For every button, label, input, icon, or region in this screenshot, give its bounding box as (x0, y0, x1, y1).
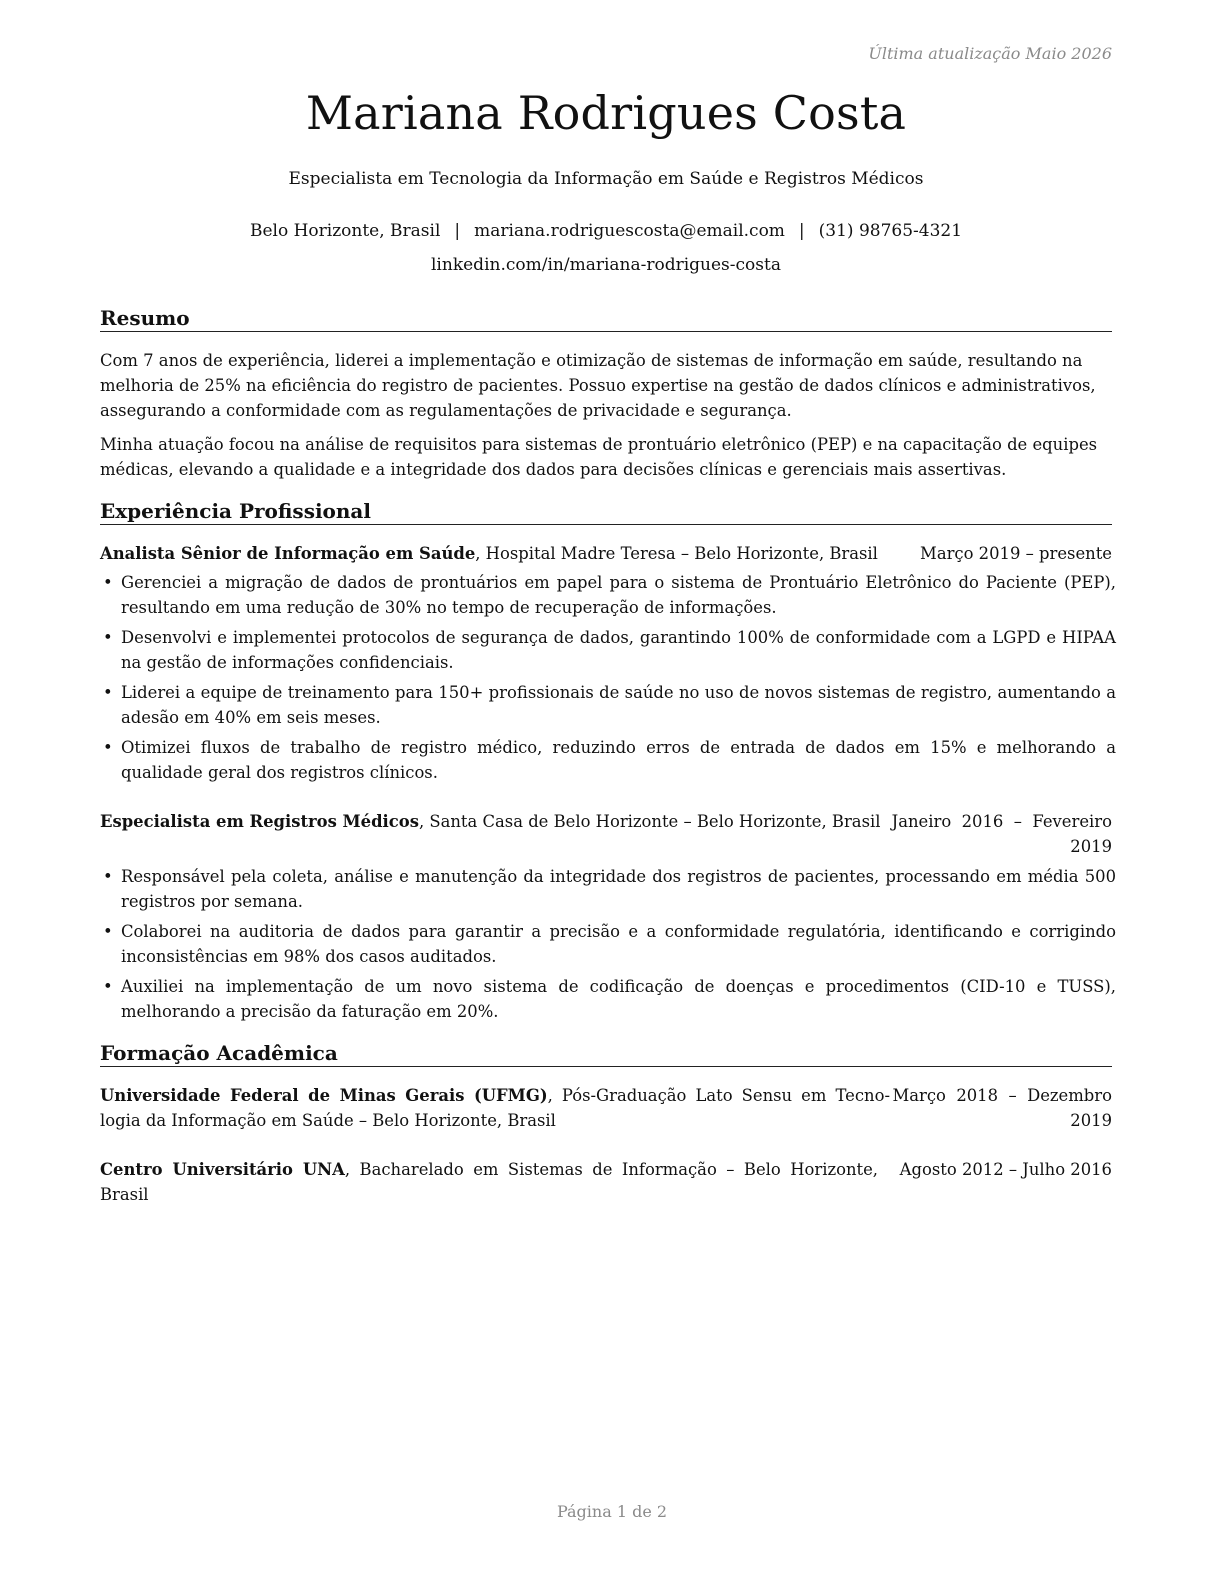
bullet-icon: • (103, 977, 113, 996)
degree: , Bacharelado em Sistemas de Informação – Belo Horizonte, (344, 1160, 878, 1179)
linkedin-link[interactable]: linkedin.com/in/mariana-rodrigues-costa (431, 255, 781, 275)
candidate-name: Mariana Rodrigues Costa (305, 86, 907, 140)
summary-paragraph: Minha atuação focou na análise de requisitos para sistemas de prontuário eletrônico (PEP) e na capacitação de equipes médicas, elevando a qualidade e a integridade dos dados para decisões clínicas e gerenciais mais assertivas. (100, 435, 1098, 479)
list-item (100, 919, 1116, 969)
job-dates: Março 2019 – presente (920, 544, 1112, 563)
education-item (100, 1083, 1112, 1133)
school-name: Centro Universitário UNA (100, 1160, 345, 1179)
list-item (100, 974, 1116, 1024)
bullet-text: Gerenciei a migração de dados de prontuários em papel para o sistema de Prontuário Eletrônico do Paciente (PEP), resultando em uma redução de 30% no tempo de recuperação de informações. (121, 573, 1116, 617)
bullet-text: Desenvolvi e implementei protocolos de segurança de dados, garantindo 100% de conformidade com a LGPD e HIPAA na gestão de informações confidenciais. (121, 628, 1116, 672)
education-line (100, 1157, 878, 1182)
contact-line (100, 221, 1112, 241)
job-org: , Santa Casa de Belo Horizonte – Belo Horizonte, Brasil (418, 812, 881, 831)
job-header (100, 541, 1112, 566)
education-dates-year: 2019 (1070, 1111, 1112, 1130)
bullet-icon: • (103, 867, 113, 886)
job-dates-year: 2019 (1070, 837, 1112, 856)
job-dates-continued (100, 834, 1112, 859)
separator: | (798, 221, 805, 241)
education-dates: Agosto 2012 – Julho 2016 (899, 1160, 1112, 1179)
list-item (100, 570, 1116, 620)
email-link[interactable]: mariana.rodriguescosta@email.com (474, 221, 785, 241)
section-title-experience: Experiência Profissional (100, 499, 1112, 525)
list-item (100, 864, 1116, 914)
job-role: Especialista em Registros Médicos (100, 812, 419, 831)
bullet-text: Colaborei na auditoria de dados para garantir a precisão e a conformidade regulatória, identificando e corrigindo inconsistências em 98% dos casos auditados. (121, 922, 1116, 966)
job-header (100, 809, 1112, 834)
bullet-text: Liderei a equipe de treinamento para 150+ profissionais de saúde no uso de novos sistemas de registro, aumentando a adesão em 40% em seis meses. (121, 683, 1116, 727)
section-title-summary: Resumo (100, 306, 1112, 332)
list-item (100, 625, 1116, 675)
section-title-education: Formação Acadêmica (100, 1041, 1112, 1067)
job-org: , Hospital Madre Teresa – Belo Horizonte, Brasil (475, 544, 878, 563)
bullet-icon: • (103, 573, 113, 592)
bullet-icon: • (103, 628, 113, 647)
list-item (100, 680, 1116, 730)
bullet-icon: • (103, 738, 113, 757)
job-dates: Janeiro 2016 – Fevereiro (891, 812, 1112, 831)
location: Belo Horizonte, Brasil (249, 221, 441, 241)
bullet-icon: • (103, 922, 113, 941)
page-number: Página 1 de 2 (556, 1502, 668, 1521)
job-role: Analista Sênior de Informação em Saúde (100, 544, 476, 563)
bullet-icon: • (103, 683, 113, 702)
bullet-text: Otimizei fluxos de trabalho de registro médico, reduzindo erros de entrada de dados em 15% e melhorando a qualidade geral dos registros clínicos. (121, 738, 1116, 782)
degree: , Pós-Graduação Lato Sensu em Tecno- (547, 1086, 891, 1105)
education-item (100, 1157, 1112, 1207)
education-line (100, 1083, 890, 1108)
headline: Especialista em Tecnologia da Informação em Saúde e Registros Médicos (288, 169, 924, 189)
summary-paragraph: Com 7 anos de experiência, liderei a implementação e otimização de sistemas de informação em saúde, resultando na melhoria de 25% na eficiência do registro de pacientes. Possuo expertise na gestão de dados clínicos e administrativos, assegurando a conformidade com as regulamentações de privacidade e segurança. (100, 351, 1096, 420)
school-name: Universidade Federal de Minas Gerais (UFMG) (100, 1086, 548, 1105)
bullet-text: Responsável pela coleta, análise e manutenção da integridade dos registros de pacientes, processando em média 500 registros por semana. (121, 867, 1116, 911)
education-line: Brasil (100, 1185, 149, 1204)
education-line: logia da Informação em Saúde – Belo Horizonte, Brasil (100, 1111, 556, 1130)
last-updated: Última atualização Maio 2026 (868, 44, 1112, 63)
phone: (31) 98765-4321 (818, 221, 963, 241)
separator: | (454, 221, 461, 241)
job-bullets (100, 570, 1116, 790)
education-dates: Março 2018 – Dezembro (892, 1086, 1112, 1105)
job-bullets (100, 864, 1116, 1029)
bullet-text: Auxiliei na implementação de um novo sistema de codificação de doenças e procedimentos (CID-10 e TUSS), melhorando a precisão da faturação em 20%. (121, 977, 1116, 1021)
list-item (100, 735, 1116, 785)
